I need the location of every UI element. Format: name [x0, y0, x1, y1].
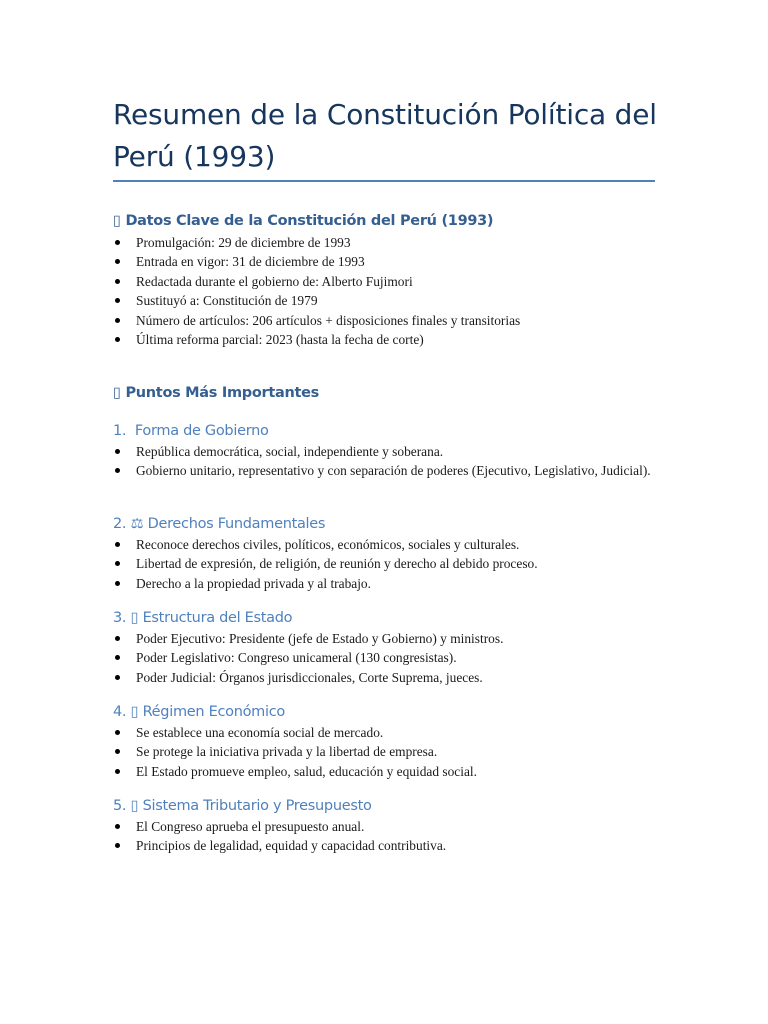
estructura-title: Estructura del Estado: [142, 610, 293, 626]
datos-clave-section: [113, 213, 673, 349]
puntos-section: [113, 385, 673, 401]
derechos-title: Derechos Fundamentales: [147, 516, 326, 532]
list-item: Se establece una economía social de mercado.: [113, 723, 666, 742]
puntos-heading: [113, 385, 673, 401]
regimen-section: [113, 704, 673, 781]
list-item: Sustituyó a: Constitución de 1979: [113, 291, 666, 310]
document-title: Resumen de la Constitución Política del Perú (1993): [113, 98, 657, 173]
receipt-icon: ▯: [130, 798, 139, 814]
derechos-section: [113, 516, 673, 593]
datos-clave-heading: [113, 213, 673, 229]
list-item: Entrada en vigor: 31 de diciembre de 1993: [113, 252, 666, 271]
derechos-heading: [113, 516, 673, 532]
estructura-list: [113, 629, 673, 687]
forma-gobierno-heading: [113, 423, 673, 439]
pin-icon: ▯: [113, 213, 121, 229]
list-item: Poder Judicial: Órganos jurisdiccionales, Corte Suprema, jueces.: [113, 668, 666, 687]
list-item: Poder Ejecutivo: Presidente (jefe de Estado y Gobierno) y ministros.: [113, 629, 666, 648]
section-number: 1.: [113, 423, 127, 439]
list-item: Derecho a la propiedad privada y al trabajo.: [113, 574, 666, 593]
tributario-title: Sistema Tributario y Presupuesto: [142, 798, 372, 814]
estructura-heading: [113, 610, 673, 626]
datos-clave-list: [113, 233, 673, 349]
list-item: Se protege la iniciativa privada y la libertad de empresa.: [113, 742, 666, 761]
section-number: 5.: [113, 798, 127, 814]
tributario-section: [113, 798, 673, 856]
pin-icon: ▯: [113, 385, 121, 401]
forma-gobierno-title: Forma de Gobierno: [134, 423, 269, 439]
forma-gobierno-list: [113, 442, 673, 481]
list-item: Número de artículos: 206 artículos + disposiciones finales y transitorias: [113, 311, 666, 330]
list-item: Poder Legislativo: Congreso unicameral (130 congresistas).: [113, 648, 666, 667]
scales-icon: ⚖: [130, 516, 144, 532]
regimen-title: Régimen Económico: [142, 704, 285, 720]
estructura-section: [113, 610, 673, 687]
derechos-list: [113, 535, 673, 593]
list-item: Reconoce derechos civiles, políticos, económicos, sociales y culturales.: [113, 535, 666, 554]
list-item: Libertad de expresión, de religión, de reunión y derecho al debido proceso.: [113, 554, 666, 573]
list-item: Redactada durante el gobierno de: Alberto Fujimori: [113, 272, 666, 291]
list-item: El Estado promueve empleo, salud, educación y equidad social.: [113, 762, 666, 781]
section-number: 4.: [113, 704, 127, 720]
regimen-list: [113, 723, 673, 781]
building-icon: ▯: [130, 610, 139, 626]
list-item: Principios de legalidad, equidad y capacidad contributiva.: [113, 836, 666, 855]
list-item: El Congreso aprueba el presupuesto anual.: [113, 817, 666, 836]
tributario-list: [113, 817, 673, 856]
datos-clave-heading-text: Datos Clave de la Constitución del Perú (1993): [125, 213, 494, 229]
puntos-heading-text: Puntos Más Importantes: [125, 385, 320, 401]
list-item: Promulgación: 29 de diciembre de 1993: [113, 233, 666, 252]
title-underline: [113, 180, 655, 182]
list-item: Gobierno unitario, representativo y con separación de poderes (Ejecutivo, Legislativo, Judicial).: [113, 461, 666, 480]
forma-gobierno-section: [113, 423, 673, 481]
list-item: República democrática, social, independiente y soberana.: [113, 442, 666, 461]
list-item: Última reforma parcial: 2023 (hasta la fecha de corte): [113, 330, 666, 349]
regimen-heading: [113, 704, 673, 720]
money-icon: ▯: [130, 704, 139, 720]
section-number: 2.: [113, 516, 127, 532]
tributario-heading: [113, 798, 673, 814]
section-number: 3.: [113, 610, 127, 626]
